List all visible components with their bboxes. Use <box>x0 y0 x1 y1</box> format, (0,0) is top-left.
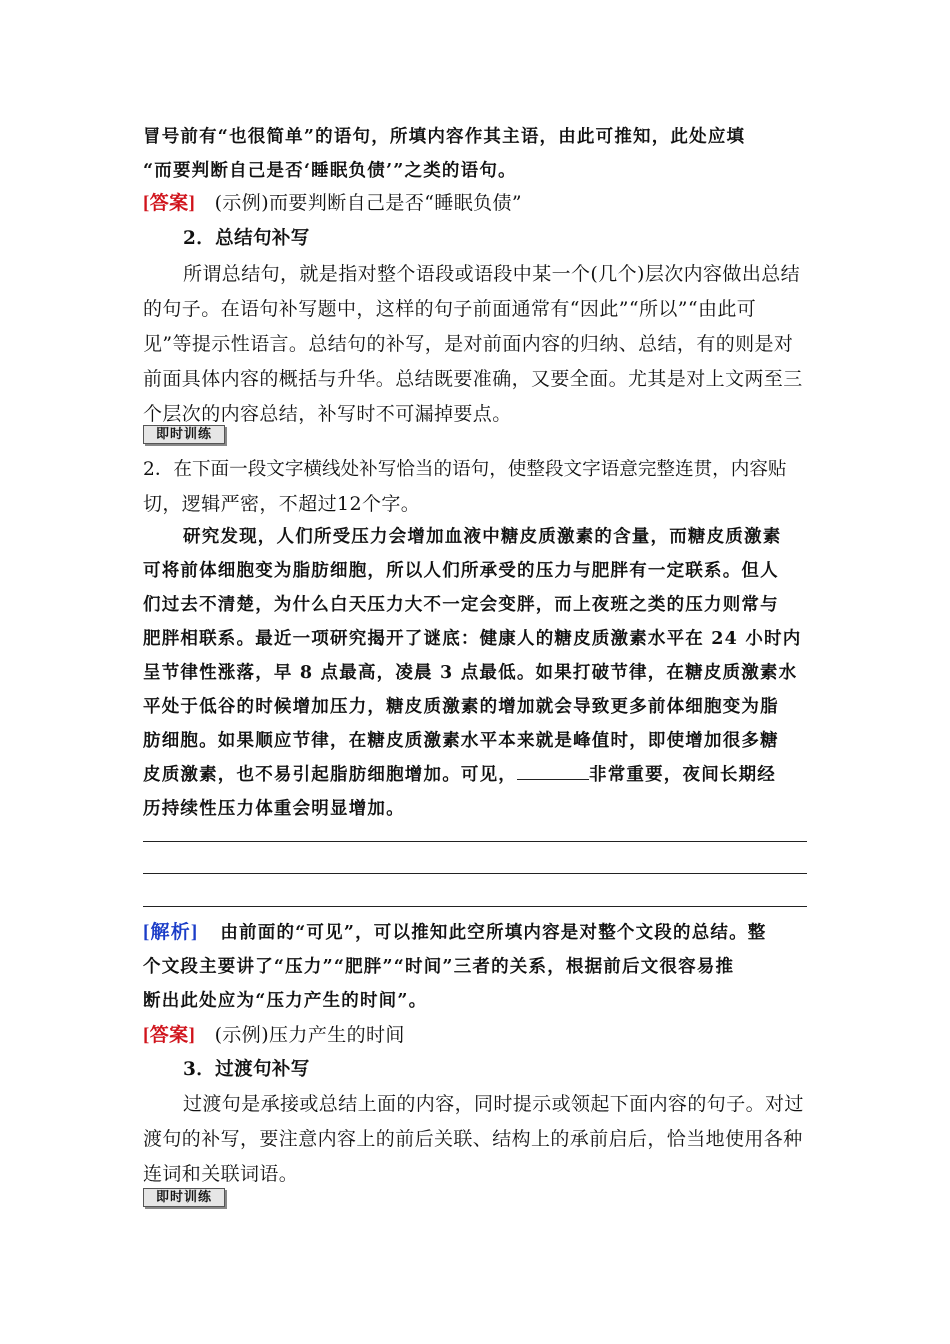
question-2 <box>143 452 807 522</box>
text-line: 断出此处应为“压力产生的时间”。 <box>143 991 428 1011</box>
text-line: 前面具体内容的概括与升华。总结既要准确，又要全面。尤其是对上文两至三 <box>143 368 803 390</box>
text-line: 肪细胞。如果顺应节律，在糖皮质激素水平本来就是峰值时，即使增加很多糖 <box>143 731 779 751</box>
text-line: 呈节律性涨落，早 8 点最高，凌晨 3 点最低。如果打破节律，在糖皮质激素水 <box>143 663 798 683</box>
answer-line[interactable] <box>143 906 807 907</box>
answer-text: (示例)压力产生的时间 <box>214 1024 405 1046</box>
text-line: 平处于低谷的时候增加压力，糖皮质激素的增加就会导致更多前体细胞变为脂 <box>143 697 779 717</box>
text-line: 见”等提示性语言。总结句的补写，是对前面内容的归纳、总结，有的则是对 <box>143 333 794 355</box>
practice-badge: 即时训练 <box>143 425 225 444</box>
text-line: 2．在下面一段文字横线处补写恰当的语句，使整段文字语意完整连贯，内容贴 <box>143 459 787 480</box>
text-segment: 非常重要，夜间长期经 <box>589 765 776 785</box>
text-line: 冒号前有“也很简单”的语句，所填内容作其主语，由此可推知，此处应填 <box>143 127 746 147</box>
answer-1 <box>143 186 807 220</box>
text-line: 们过去不清楚，为什么白天压力大不一定会变胖，而上夜班之类的压力则常与 <box>143 595 779 615</box>
text-line-with-blank <box>143 758 807 792</box>
text-line: 个层次的内容总结，补写时不可漏掉要点。 <box>143 403 512 425</box>
section-heading-2 <box>143 222 807 256</box>
section-heading-3 <box>143 1053 807 1087</box>
text-line: 切，逻辑严密，不超过12个字。 <box>143 493 421 515</box>
analysis-text: 由前面的“可见”，可以推知此空所填内容是对整个文段的总结。整 <box>220 923 767 943</box>
answer-2 <box>143 1018 807 1052</box>
text-line: 过渡句是承接或总结上面的内容，同时提示或领起下面内容的句子。对过 <box>183 1093 804 1115</box>
fill-in-blank[interactable] <box>517 759 589 780</box>
text-line: 肥胖相联系。最近一项研究揭开了谜底：健康人的糖皮质激素水平在 24 小时内 <box>143 629 802 649</box>
text-line: 可将前体细胞变为脂肪细胞，所以人们所承受的压力与肥胖有一定联系。但人 <box>143 561 779 581</box>
summary-sentence-paragraph <box>143 257 807 432</box>
analysis-2 <box>143 916 807 1018</box>
text-line: 个文段主要讲了“压力”“肥胖”“时间”三者的关系，根据前后文很容易推 <box>143 957 735 977</box>
practice-badge: 即时训练 <box>143 1188 225 1207</box>
text-line: 所谓总结句，就是指对整个语段或语段中某一个(几个)层次内容做出总结 <box>183 263 801 285</box>
answer-line[interactable] <box>143 873 807 874</box>
question-passage <box>143 520 807 826</box>
heading-text: 2．总结句补写 <box>183 228 310 249</box>
text-line: 历持续性压力体重会明显增加。 <box>143 799 405 819</box>
answer-line[interactable] <box>143 841 807 842</box>
analysis-continuation <box>143 120 807 188</box>
text-line: 的句子。在语句补写题中，这样的句子前面通常有“因此”“所以”“由此可 <box>143 298 757 320</box>
text-line: “而要判断自己是否‘睡眠负债’”之类的语句。 <box>143 161 517 181</box>
answer-text: (示例)而要判断自己是否“睡眠负债” <box>214 192 523 214</box>
heading-text: 3．过渡句补写 <box>183 1059 310 1080</box>
text-segment: 皮质激素，也不易引起脂肪细胞增加。可见， <box>143 765 517 785</box>
transition-sentence-paragraph <box>143 1087 807 1192</box>
text-line: 连词和关联词语。 <box>143 1163 299 1185</box>
answer-tag: [答案] <box>143 193 196 214</box>
analysis-tag: [解析] <box>143 922 199 943</box>
text-line: 研究发现，人们所受压力会增加血液中糖皮质激素的含量，而糖皮质激素 <box>183 527 782 547</box>
text-line: 渡句的补写，要注意内容上的前后关联、结构上的承前启后，恰当地使用各种 <box>143 1128 803 1150</box>
answer-tag: [答案] <box>143 1025 196 1046</box>
